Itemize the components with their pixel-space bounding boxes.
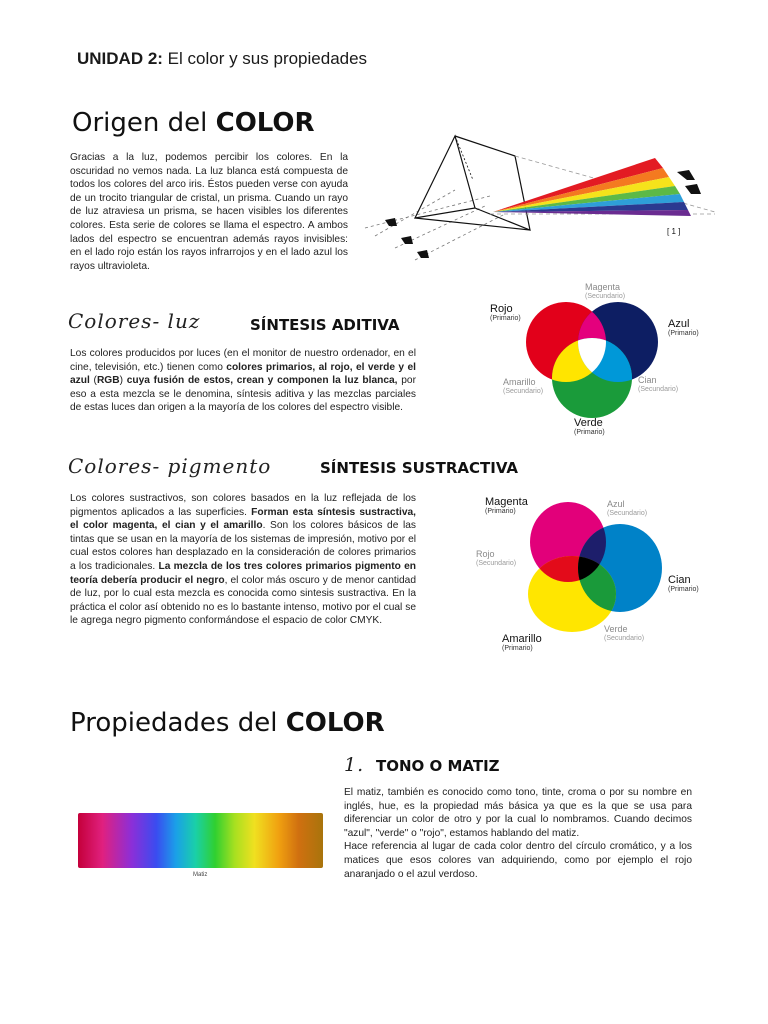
property-number: 1. xyxy=(344,754,365,776)
luz-paragraph: Los colores producidos por luces (en el monitor de nuestro ordenador, en el cine, televisión, etc.) tienen como colores primarios, al rojo, el verde y el azul (RGB) cuya fusión de estos, crean y componen la luz blanca, por eso a esta mezcla se le denomina, síntesis aditiva y las mezclas parciales de estas luces dan origen a la mayoría de los colores del espectro visible. xyxy=(70,348,416,414)
label-rojo-primario: Rojo (Primario) xyxy=(490,303,521,322)
label-cian-primario: Cian (Primario) xyxy=(668,574,699,593)
label-amarillo-primario: Amarillo (Primario) xyxy=(502,633,542,652)
hue-spectrum-bar xyxy=(78,813,323,868)
additive-color-diagram xyxy=(520,296,670,426)
origen-paragraph: Gracias a la luz, podemos percibir los colores. En la oscuridad no vemos nada. La luz blanca está compuesta de todos los colores del arco iris. Éstos pueden verse con ayuda de un trocito triangular de cristal, un prisma. Cuando un rayo de luz atraviesa un prisma, se hacen visibles los diferentes colores. Esta serie de colores se llama el espectro. A ambos lados del espectro se encuentran además rayos invisibles: en el lado rojo están los rayos infrarrojos y en el lado azul los rayos ultravioleta. xyxy=(70,152,348,272)
script-heading-pigmento: Colores- pigmento xyxy=(68,454,272,478)
subtractive-color-diagram xyxy=(520,498,670,638)
hue-bar-caption: Matiz xyxy=(193,872,208,878)
prism-spectrum-figure xyxy=(355,118,735,278)
subtitle-sintesis-sustractiva: SÍNTESIS SUSTRACTIVA xyxy=(320,459,519,477)
section-title-propiedades: Propiedades del COLOR xyxy=(70,708,385,738)
label-cian-secundario: Cian (Secundario) xyxy=(638,375,679,393)
pigmento-paragraph: Los colores sustractivos, son colores basados en la luz reflejada de los pigmentos aplicados a las superficies. Forman esta síntesis sustractiva, el color magenta, el cian y el amarillo. Son los colores básicos de las tintas que se usan en la mayoría de los sistemas de impresión, motivo por el cual estos colores han desplazado en la consideración de colores primarios a los tradicionales. La mezcla de los tres colores primarios pigmento en teoría debería producir el negro, el color más oscuro y de menor cantidad de luz, por lo cual esta mezcla es conocida como sintesis sustractiva. En la práctica el color así obtenido no es lo bastante intenso, motivo por el cual se le agrega negro pigmento conformándose el espacio de color CMYK. xyxy=(70,493,417,627)
section-title-origen: Origen del COLOR xyxy=(72,108,315,138)
subtitle-tono-matiz: TONO O MATIZ xyxy=(376,757,500,775)
figure-label: [ 1 ] xyxy=(667,227,681,236)
subtitle-sintesis-aditiva: SÍNTESIS ADITIVA xyxy=(250,316,400,334)
unit-header: UNIDAD 2: El color y sus propiedades xyxy=(77,49,368,68)
label-verde-primario: Verde (Primario) xyxy=(574,417,605,436)
label-magenta-secundario: Magenta (Secundario) xyxy=(585,282,626,300)
label-azul-secundario: Azul (Secundario) xyxy=(607,499,648,517)
tono-paragraph: El matiz, también es conocido como tono, tinte, croma o por su nombre en inglés, hue, es la propiedad más básica ya que es la que se usa para diferenciar un color de otro y por la cual lo nombramos. Cuando decimos "azul", "verde" o "rojo", estamos hablando del matiz. Hace referencia al lugar de cada color dentro del círculo cromático, y a los matices que esos colores van adquiriendo, como por ejemplo el rojo anaranjado o el azul verdoso. xyxy=(344,787,692,880)
label-rojo-secundario: Rojo (Secundario) xyxy=(476,549,517,567)
script-heading-luz: Colores- luz xyxy=(68,309,201,333)
label-azul-primario: Azul (Primario) xyxy=(668,318,699,337)
label-amarillo-secundario: Amarillo (Secundario) xyxy=(503,377,544,395)
label-magenta-primario: Magenta (Primario) xyxy=(485,496,528,515)
label-verde-secundario: Verde (Secundario) xyxy=(604,624,645,642)
